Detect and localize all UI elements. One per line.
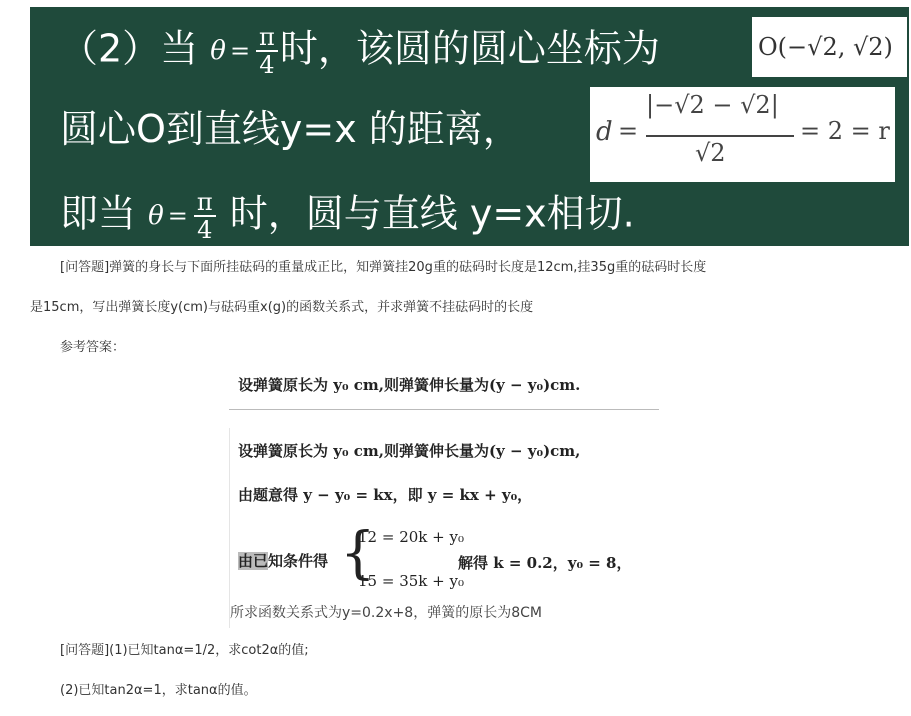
answer-conclusion: 所求函数关系式为y=0.2x+8，弹簧的原长为8CM: [230, 605, 542, 621]
fraction-denominator: 4: [259, 51, 275, 79]
chalkboard-solution: [30, 7, 909, 246]
condition-label-highlight: 由已: [238, 552, 269, 570]
distance-numerator: |−√2 − √2|: [646, 91, 779, 119]
system-equation-2: 15 = 35k + y₀: [358, 572, 464, 590]
center-coordinate-image: [752, 17, 907, 77]
distance-equals: =: [618, 117, 639, 145]
pi-over-4-fraction: [256, 24, 278, 78]
board-line-1: [60, 24, 660, 78]
board-line-2-text: 圆心O到直线y=x 的距离，: [60, 107, 521, 151]
board-line-2: [60, 107, 521, 151]
fraction-bar: [646, 135, 794, 137]
distance-formula-image: [590, 87, 895, 182]
board-line-1-prefix: （2）当: [60, 26, 199, 71]
question-1-line-1: [问答题]弹簧的身长与下面所挂砝码的重量成正比，知弹簧挂20g重的砝码时长度是12cm,挂35g重的砝码时长度: [60, 260, 707, 275]
answer-scan-line-c: 由题意得 y − y₀ = kx，即 y = kx + y₀，: [238, 486, 533, 504]
condition-label: [238, 550, 328, 571]
fraction-numerator: π: [256, 24, 278, 52]
divider: [229, 409, 659, 410]
question-1-line-2: 是15cm，写出弹簧长度y(cm)与砝码重x(g)的函数关系式，并求弹簧不挂砝码时的长度: [30, 300, 534, 315]
answer-scan-line-a: 设弹簧原长为 y₀ cm,则弹簧伸长量为(y − y₀)cm.: [238, 376, 581, 394]
system-equation-1: 12 = 20k + y₀: [358, 528, 464, 546]
equals-sign: =: [167, 202, 188, 230]
question-2-line-1: [问答题](1)已知tanα=1/2，求cot2α的值;: [60, 643, 309, 658]
theta-symbol: θ: [148, 201, 164, 231]
distance-result: = 2 = r: [800, 117, 890, 145]
equals-sign: =: [229, 37, 251, 65]
system-brace: {: [340, 521, 376, 586]
pi-over-4-fraction: [194, 189, 216, 243]
board-line-3-prefix: 即当: [60, 191, 137, 236]
board-line-3: [60, 189, 635, 243]
board-line-1-suffix: 时，该圆的圆心坐标为: [279, 26, 660, 71]
answer-label: 参考答案：: [60, 340, 126, 355]
center-coordinate: O(−√2, √2): [758, 33, 893, 61]
answer-scan-line-b: 设弹簧原长为 y₀ cm,则弹簧伸长量为(y − y₀)cm,: [238, 442, 581, 460]
condition-label-text: 知条件得: [268, 552, 329, 570]
fraction-denominator: 4: [197, 216, 213, 244]
fraction-numerator: π: [194, 189, 216, 217]
solution-result: 解得 k = 0.2，y₀ = 8，: [458, 554, 632, 572]
distance-denominator: √2: [695, 139, 726, 167]
theta-symbol: θ: [210, 36, 226, 66]
board-line-3-suffix: 时，圆与直线 y=x相切.: [229, 191, 635, 236]
question-2-line-2: (2)已知tan2α=1，求tanα的值。: [60, 683, 257, 698]
distance-variable: d: [596, 117, 613, 147]
